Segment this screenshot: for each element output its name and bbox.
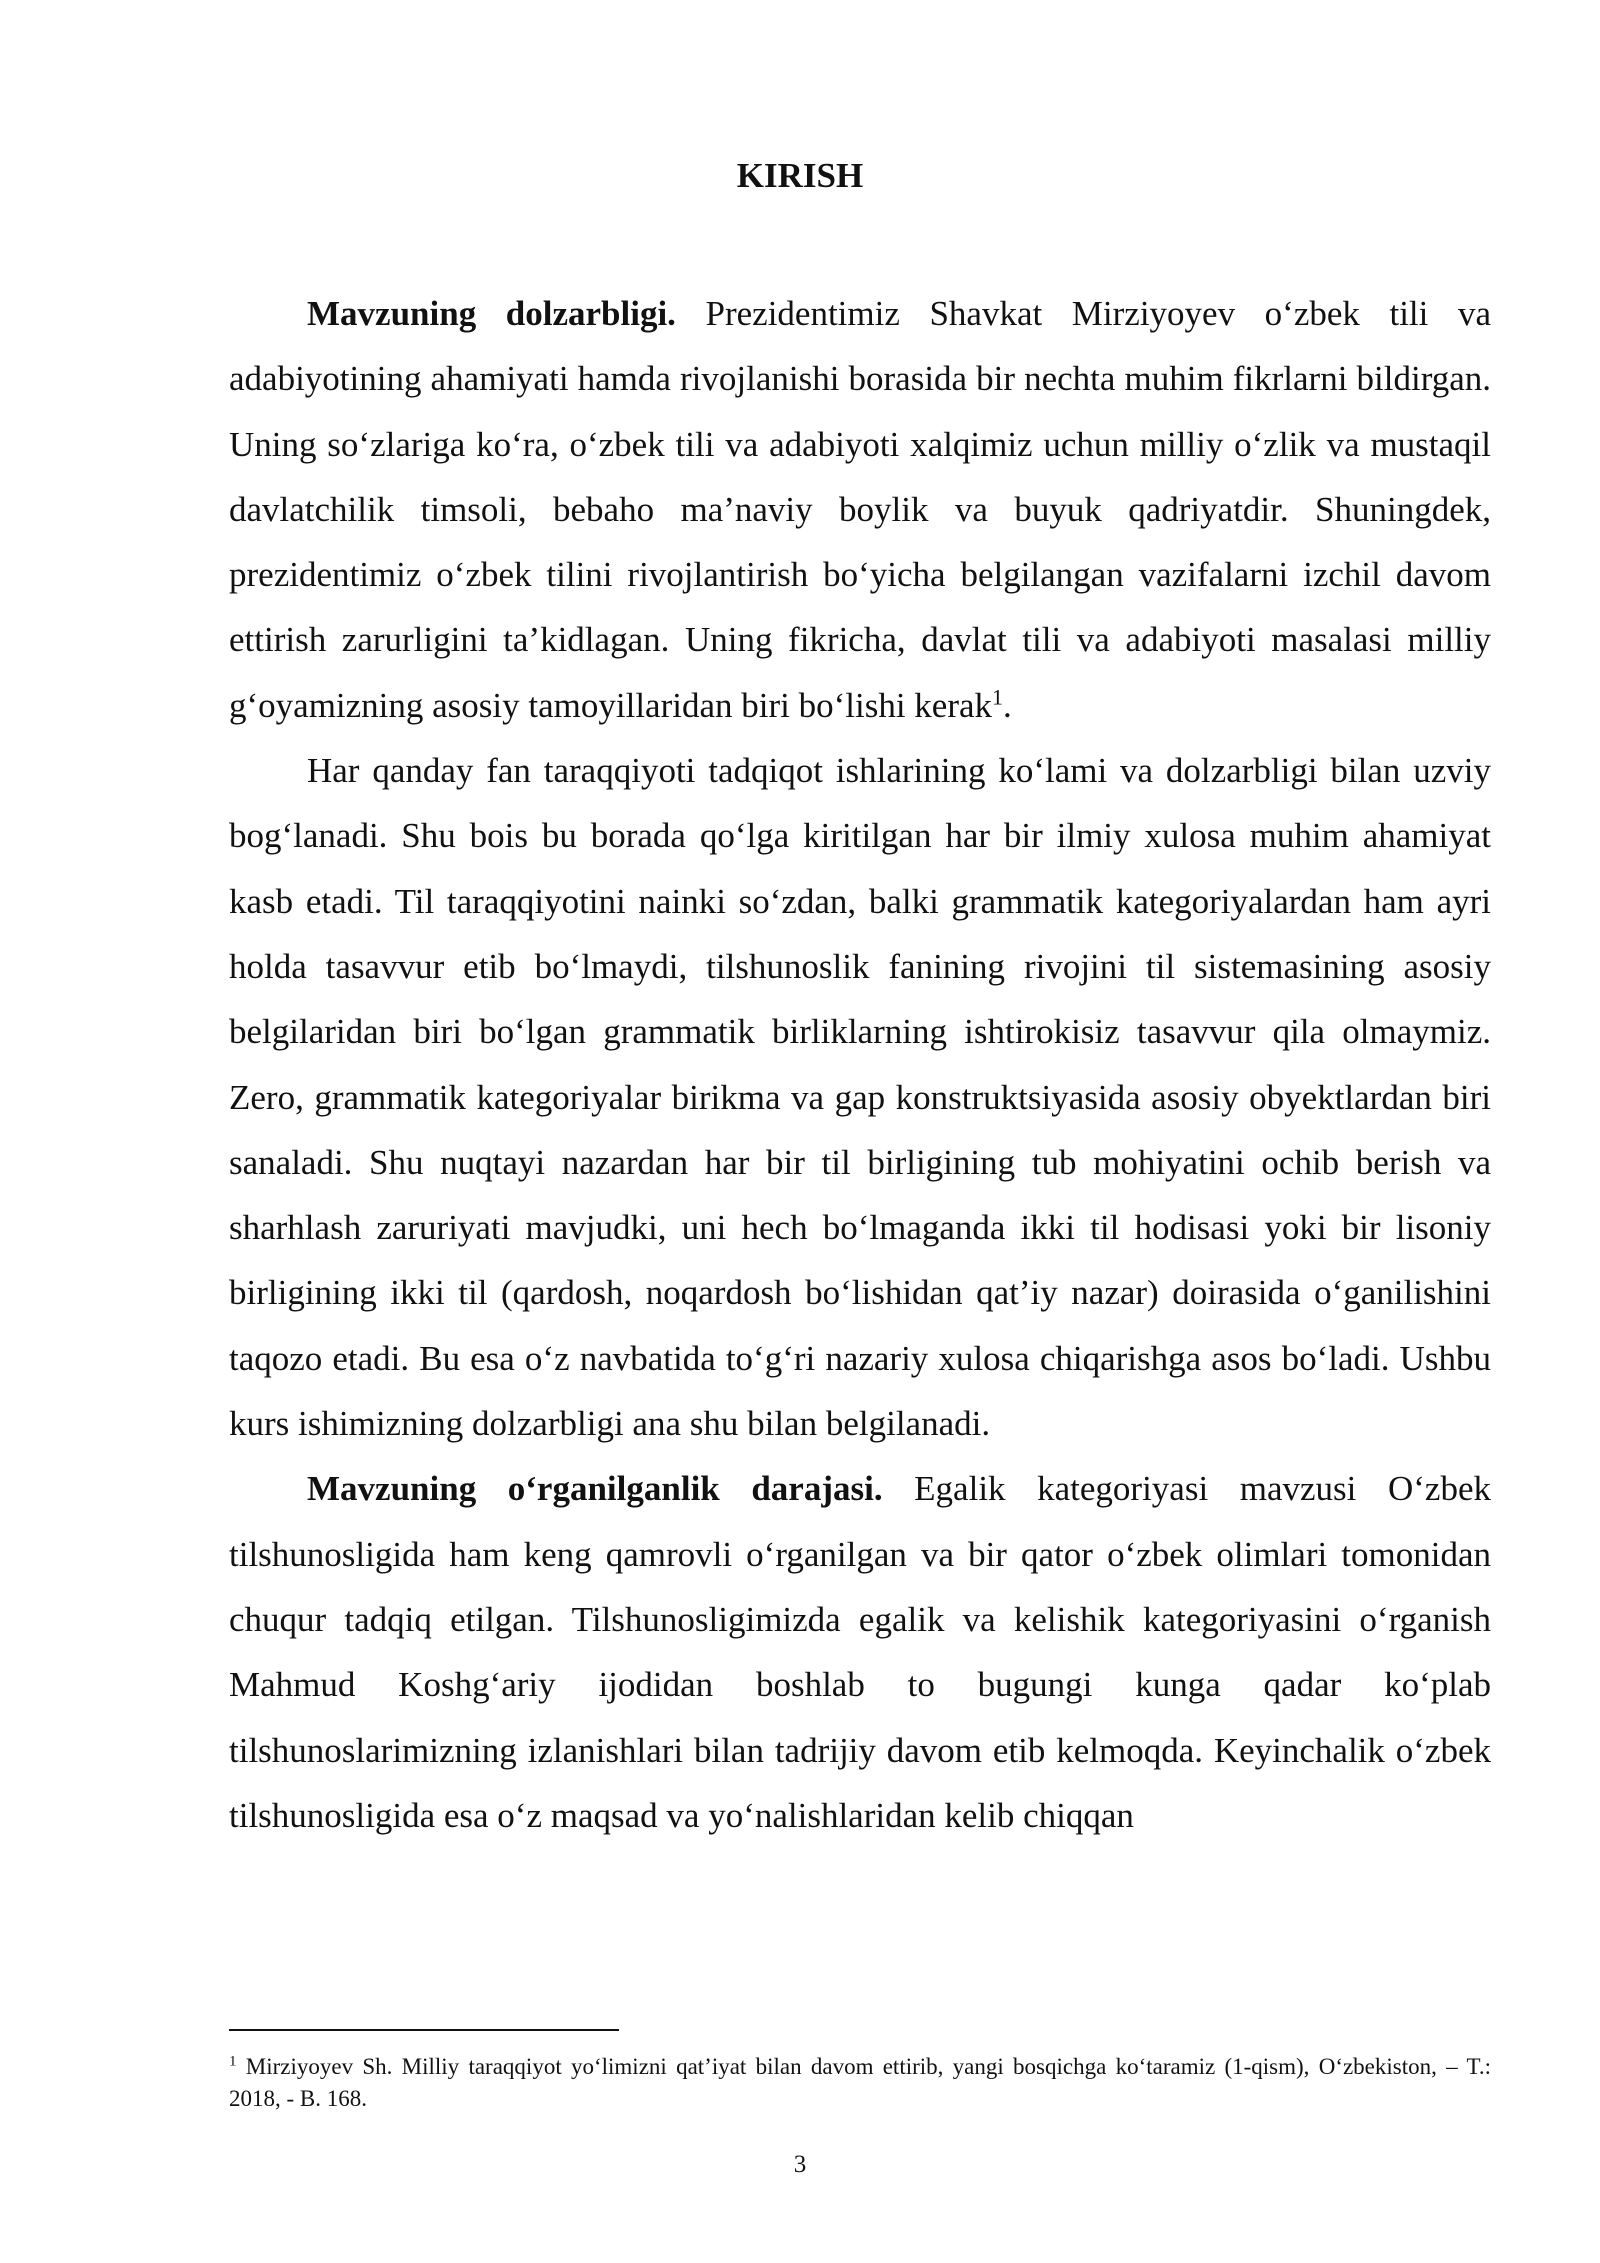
body-text [229, 281, 1491, 1848]
paragraph-text: Egalik kategoriyasi mavzusi O‘zbek tilshunosligida ham keng qamrovli o‘rganilgan va bir qator o‘zbek olimlari tomonidan chuqur tadqiq etilgan. Tilshunosligimizda egalik va kelishik kategoriyasini o‘rganish Mahmud Koshg‘ariy ijodidan boshlab to bugungi kunga qadar ko‘plab tilshunoslarimizning izlanishlari bilan tadrijiy davom etib kelmoqda. Keyinchalik o‘zbek tilshunosligida esa o‘z maqsad va yo‘nalishlaridan kelib chiqqan [229, 1469, 1491, 1835]
page-number: 3 [793, 2151, 807, 2178]
footnote-reference[interactable]: 1 [992, 684, 1004, 710]
paragraph-lead: Mavzuning dolzarbligi. [307, 294, 676, 333]
paragraph-tail: . [1003, 685, 1012, 725]
paragraph-study-level [229, 1456, 1491, 1848]
paragraph-text: Har qanday fan taraqqiyoti tadqiqot ishlarining ko‘lami va dolzarbligi bilan uzviy bog‘lanadi. Shu bois bu borada qo‘lga kiritilgan har bir ilmiy xulosa muhim ahamiyat kasb etadi. Til taraqqiyotini nainki so‘zdan, balki grammatik kategoriyalardan ham ayri holda tasavvur etib bo‘lmaydi, tilshunoslik fanining rivojini til sistemasining asosiy belgilaridan biri bo‘lgan grammatik birliklarning ishtirokisiz tasavvur qila olmaymiz. Zero, grammatik kategoriyalar birikma va gap konstruktsiyasida asosiy obyektlardan biri sanaladi. Shu nuqtayi nazardan har bir til birligining tub mohiyatini ochib berish va sharhlash zaruriyati mavjudki, uni hech bo‘lmaganda ikki til hodisasi yoki bir lisoniy birligining ikki til (qardosh, noqardosh bo‘lishidan qat’iy nazar) doirasida o‘ganilishini taqozo etadi. Bu esa o‘z navbatida to‘g‘ri nazariy xulosa chiqarishga asos bo‘ladi. Ushbu kurs ishimizning dolzarbligi ana shu bilan belgilanadi. [229, 751, 1491, 1444]
footnote [229, 2051, 1491, 2115]
footnote-separator [229, 2029, 619, 2031]
footnote-text: Mirziyoyev Sh. Milliy taraqqiyot yo‘limizni qat’iyat bilan davom ettirib, yangi bosqichga ko‘taramiz (1-qism), O‘zbekiston, – T.: 2018, - B. 168. [229, 2054, 1491, 2111]
paragraph-development [229, 738, 1491, 1456]
paragraph-lead: Mavzuning o‘rganilganlik darajasi. [307, 1469, 883, 1509]
footnote-marker: 1 [229, 2053, 237, 2070]
section-title: KIRISH [736, 156, 864, 195]
paragraph-text: Prezidentimiz Shavkat Mirziyoyev o‘zbek tili va adabiyotining ahamiyati hamda rivojlanishi borasida bir nechta muhim fikrlarni bildirgan. Uning so‘zlariga ko‘ra, o‘zbek tili va adabiyoti xalqimiz uchun milliy o‘zlik va mustaqil davlatchilik timsoli, bebaho ma’naviy boylik va buyuk qadriyatdir. Shuningdek, prezidentimiz o‘zbek tilini rivojlantirish bo‘yicha belgilangan vazifalarni izchil davom ettirish zarurligini ta’kidlagan. Uning fikricha, davlat tili va adabiyoti masalasi milliy g‘oyamizning asosiy tamoyillaridan biri bo‘lishi kerak [229, 294, 1491, 725]
paragraph-relevance [229, 281, 1491, 738]
